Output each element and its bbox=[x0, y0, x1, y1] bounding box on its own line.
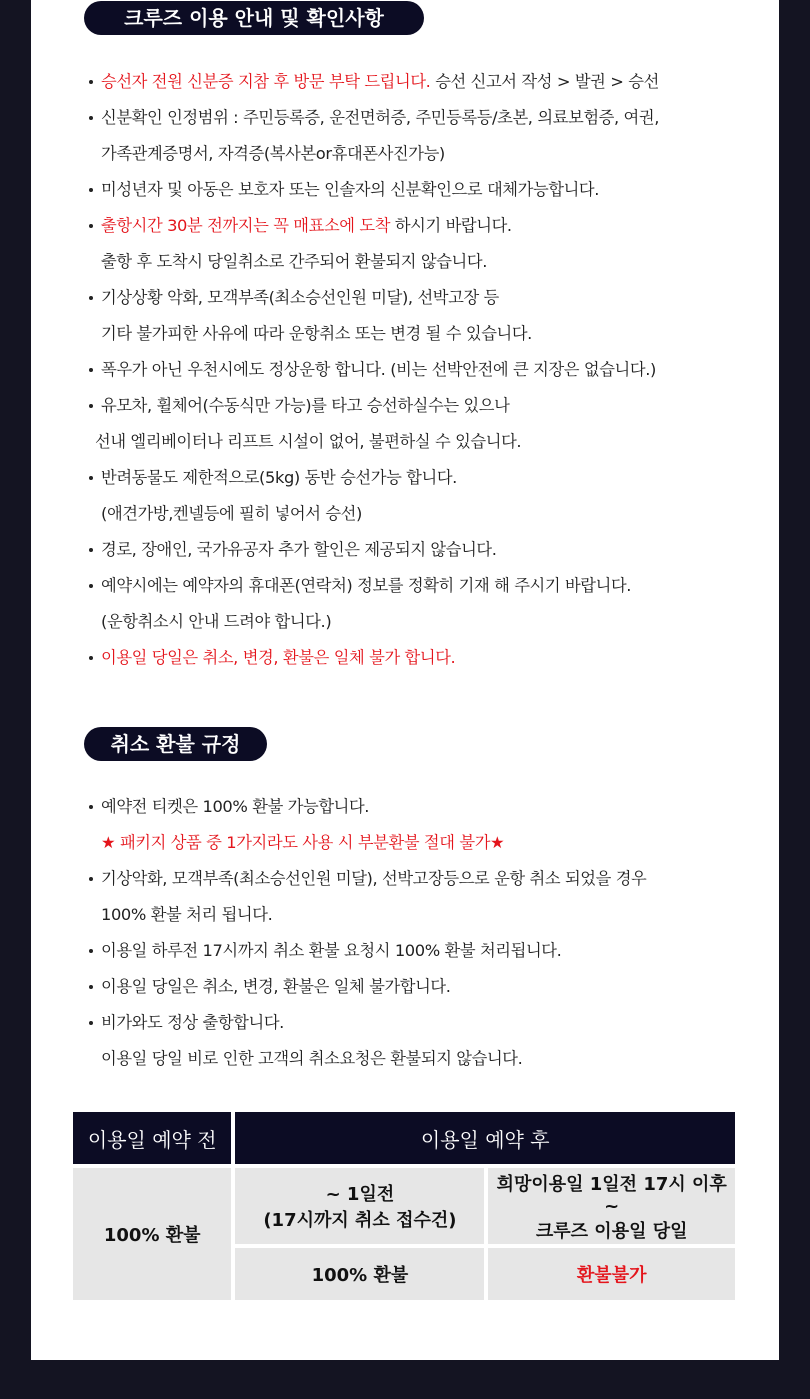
list-item: 폭우가 아닌 우천시에도 정상운항 합니다. (비는 선박안전에 큰 지장은 없습니다.) bbox=[87, 352, 769, 388]
list-item-continued: 가족관계증명서, 자격증(복사본or휴대폰사진가능) bbox=[101, 144, 445, 163]
list-item: 경로, 장애인, 국가유공자 추가 할인은 제공되지 않습니다. bbox=[87, 532, 769, 568]
no-refund-value: 환불불가 bbox=[488, 1248, 735, 1300]
list-item: 유모차, 휠체어(수동식만 가능)를 타고 승선하실수는 있으나 bbox=[87, 388, 769, 424]
list-item: 이용일 당일은 취소, 변경, 환불은 일체 불가합니다. bbox=[87, 969, 769, 1005]
list-item: 예약시에는 예약자의 휴대폰(연락처) 정보를 정확히 기재 해 주시기 바랍니다. bbox=[87, 568, 769, 604]
list-item: 비가와도 정상 출항합니다. bbox=[87, 1005, 769, 1041]
list-item: 미성년자 및 아동은 보호자 또는 인솔자의 신분확인으로 대체가능합니다. bbox=[87, 172, 769, 208]
list-item: 신분확인 인정범위 : 주민등록증, 운전면허증, 주민등록등/초본, 의료보험증, 여권, bbox=[87, 100, 769, 136]
list-item: 예약전 티켓은 100% 환불 가능합니다. bbox=[87, 789, 769, 825]
list-item-continued: 이용일 당일 비로 인한 고객의 취소요청은 환불되지 않습니다. bbox=[101, 1049, 523, 1068]
list-item: 이용일 하루전 17시까지 취소 환불 요청시 100% 환불 처리됩니다. bbox=[87, 933, 769, 969]
cruise-info-list bbox=[87, 64, 769, 676]
list-item: 기상악화, 모객부족(최소승선인원 미달), 선박고장등으로 운항 취소 되었을 경우 bbox=[87, 861, 769, 897]
list-item-continued: 선내 엘리베이터나 리프트 시설이 없어, 불편하실 수 있습니다. bbox=[95, 432, 522, 451]
period-after-17: 희망이용일 1일전 17시 이후 ~ 크루즈 이용일 당일 bbox=[488, 1168, 735, 1244]
header-after-reservation: 이용일 예약 후 bbox=[235, 1112, 735, 1164]
refund-table bbox=[69, 1108, 739, 1304]
list-item-continued: (애견가방,켄넬등에 필히 넣어서 승선) bbox=[101, 504, 362, 523]
refund-policy-list bbox=[87, 789, 769, 1077]
list-item-continued: (운항취소시 안내 드려야 합니다.) bbox=[101, 612, 332, 631]
refund-100-value: 100% 환불 bbox=[235, 1248, 484, 1300]
package-warning: ★ 패키지 상품 중 1가지라도 사용 시 부분환불 절대 불가★ bbox=[101, 833, 505, 852]
section-title-refund-policy: 취소 환불 규정 bbox=[84, 727, 267, 761]
list-item: 출항시간 30분 전까지는 꼭 매표소에 도착 하시기 바랍니다. bbox=[87, 208, 769, 244]
header-before-reservation: 이용일 예약 전 bbox=[73, 1112, 231, 1164]
warning-text: 이용일 당일은 취소, 변경, 환불은 일체 불가 합니다. bbox=[101, 648, 456, 667]
period-one-day-before: ~ 1일전 (17시까지 취소 접수건) bbox=[235, 1168, 484, 1244]
list-item: 승선자 전원 신분증 지참 후 방문 부탁 드립니다. 승선 신고서 작성 > 발권 > 승선 bbox=[87, 64, 769, 100]
list-item-continued: 기타 불가피한 사유에 따라 운항취소 또는 변경 될 수 있습니다. bbox=[101, 324, 532, 343]
list-item bbox=[87, 640, 769, 676]
list-item-continued: 100% 환불 처리 됩니다. bbox=[101, 905, 273, 924]
list-item: 반려동물도 제한적으로(5kg) 동반 승선가능 합니다. bbox=[87, 460, 769, 496]
warning-text: 승선자 전원 신분증 지참 후 방문 부탁 드립니다. bbox=[101, 72, 431, 91]
warning-text: 출항시간 30분 전까지는 꼭 매표소에 도착 bbox=[101, 216, 391, 235]
before-refund-value: 100% 환불 bbox=[73, 1168, 231, 1300]
section-title-cruise-info: 크루즈 이용 안내 및 확인사항 bbox=[84, 1, 424, 35]
list-item: 기상상황 악화, 모객부족(최소승선인원 미달), 선박고장 등 bbox=[87, 280, 769, 316]
content-card bbox=[31, 0, 779, 1360]
list-item-continued: 출항 후 도착시 당일취소로 간주되어 환불되지 않습니다. bbox=[101, 252, 487, 271]
